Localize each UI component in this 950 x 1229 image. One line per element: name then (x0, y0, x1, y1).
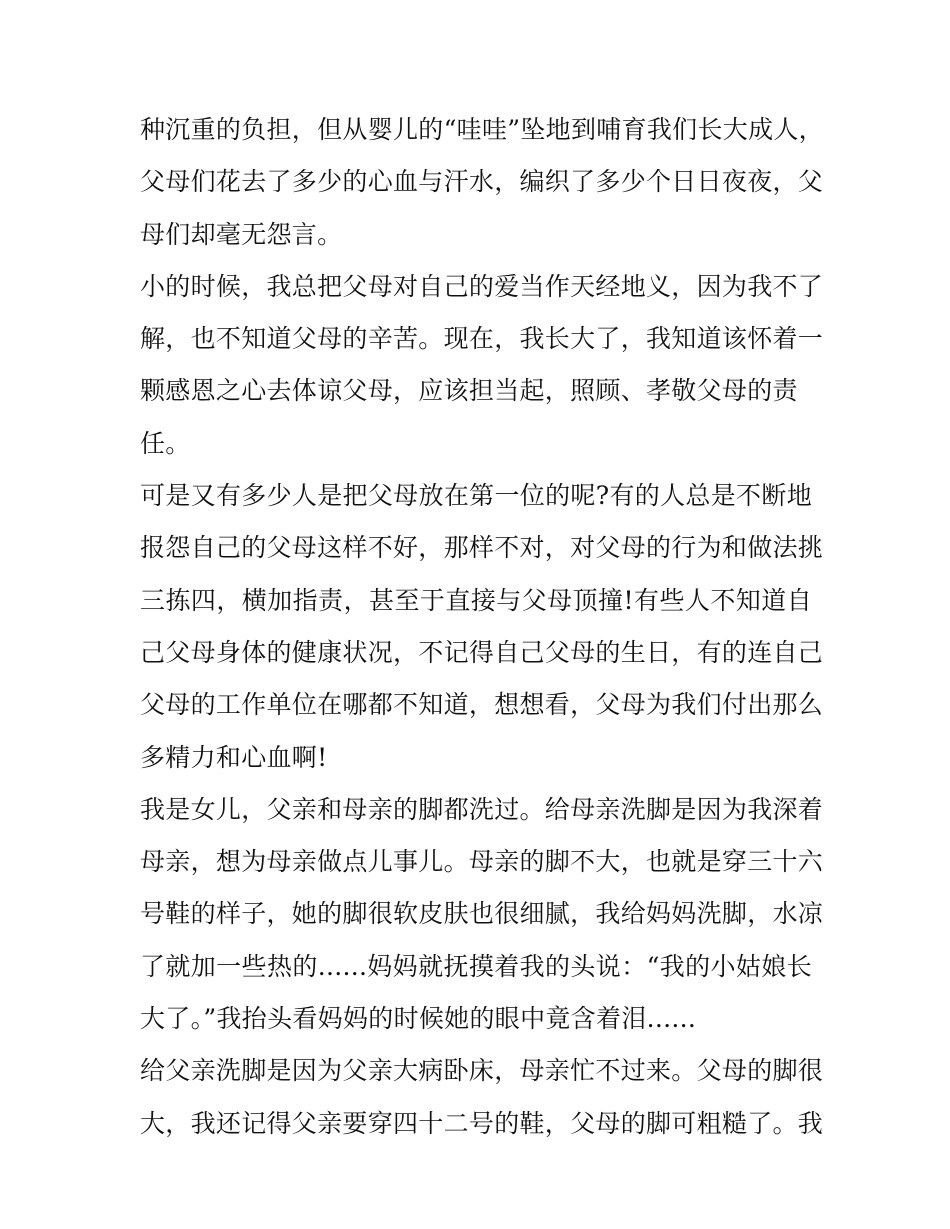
text-line: 报怨自己的父母这样不好，那样不对，对父母的行为和做法挑 (140, 533, 824, 563)
text-line: 大，我还记得父亲要穿四十二号的鞋，父母的脚可粗糙了。我 (140, 1108, 824, 1138)
text-line: 己父母身体的健康状况，不记得自己父母的生日，有的连自己 (140, 637, 824, 667)
paragraph-2 (140, 261, 824, 470)
paragraph-3 (140, 470, 824, 784)
text-line: 种沉重的负担，但从婴儿的“哇哇”坠地到哺育我们长大成人， (140, 115, 824, 144)
text-line: 大了。”我抬头看妈妈的时候她的眼中竟含着泪...... (140, 1004, 697, 1034)
text-line: 号鞋的样子，她的脚很软皮肤也很细腻，我给妈妈洗脚，水凉 (140, 899, 824, 929)
paragraph-5 (140, 1045, 824, 1150)
text-line: 父母的工作单位在哪都不知道，想想看，父母为我们付出那么 (140, 690, 824, 720)
text-line: 三拣四，横加指责，甚至于直接与父母顶撞!有些人不知道自 (140, 585, 812, 615)
text-line: 任。 (140, 428, 191, 458)
text-line: 母们却毫无怨言。 (140, 219, 343, 249)
body-text (140, 104, 824, 1150)
paragraph-1 (140, 104, 824, 261)
text-line: 父母们花去了多少的心血与汗水，编织了多少个日日夜夜，父 (140, 167, 824, 197)
text-line: 颗感恩之心去体谅父母，应该担当起，照顾、孝敬父母的责 (140, 376, 798, 406)
text-line: 我是女儿，父亲和母亲的脚都洗过。给母亲洗脚是因为我深着 (140, 794, 824, 824)
text-line: 母亲，想为母亲做点儿事儿。母亲的脚不大，也就是穿三十六 (140, 847, 824, 877)
text-line: 多精力和心血啊! (140, 742, 328, 772)
paragraph-4 (140, 784, 824, 1045)
text-line: 了就加一些热的......妈妈就抚摸着我的头说：“我的小姑娘长 (140, 951, 812, 981)
text-line: 给父亲洗脚是因为父亲大病卧床，母亲忙不过来。父母的脚很 (140, 1056, 824, 1086)
text-line: 小的时候，我总把父母对自己的爱当作天经地义，因为我不了 (140, 271, 824, 301)
text-line: 解，也不知道父母的辛苦。现在，我长大了，我知道该怀着一 (140, 324, 824, 354)
text-line: 可是又有多少人是把父母放在第一位的呢?有的人总是不断地 (140, 481, 812, 511)
